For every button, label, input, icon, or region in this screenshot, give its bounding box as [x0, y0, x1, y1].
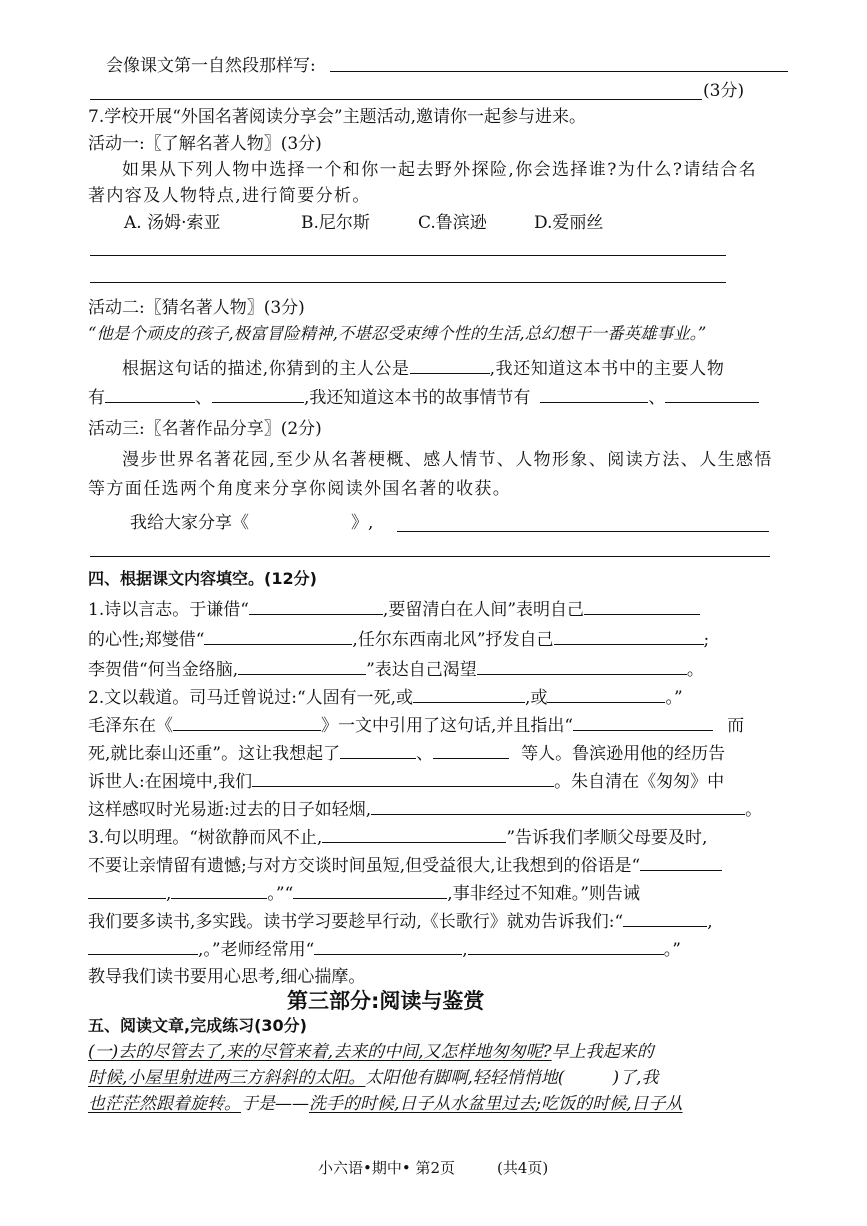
option-c: C.鲁滨逊 [418, 213, 487, 233]
blank[interactable] [623, 910, 707, 927]
blank[interactable] [640, 854, 722, 871]
text: 于是—— [241, 1094, 309, 1114]
blank[interactable] [322, 826, 506, 843]
text: , [462, 940, 468, 960]
blank[interactable] [249, 598, 383, 615]
blank[interactable] [252, 770, 554, 787]
text: 诉世人:在困境中,我们 [88, 772, 253, 792]
activity-1-text: 如果从下列人物中选择一个和你一起去野外探险,你会选择谁?为什么?请结合名 [122, 160, 758, 180]
text: 我们要多读书,多实践。读书学习要趁早行动,《长歌行》就劝告诉我们:“ [88, 912, 624, 932]
blank[interactable] [477, 658, 687, 675]
blank[interactable] [433, 742, 509, 759]
text: )了,我 [612, 1068, 659, 1088]
text: 我给大家分享《 [130, 513, 249, 533]
text: ”告诉我们孝顺父母要及时, [506, 828, 708, 848]
text: 。”老师经常用“ [203, 940, 315, 960]
text: 》一文中引用了这句话,并且指出“ [321, 716, 574, 736]
text: 。 [745, 800, 763, 820]
reading-passage [88, 1067, 659, 1089]
text: ,我还知道这本书中的主要人物 [489, 359, 725, 379]
text: ,任尔东西南北风”抒发自己 [352, 630, 554, 650]
answer-line[interactable] [90, 99, 702, 100]
blank[interactable] [238, 658, 366, 675]
text: 。朱自清在《匆匆》中 [554, 772, 725, 792]
text: 不要让亲情留有遗憾;与对方交谈时间虽短,但受益很大,让我想到的俗语是“ [88, 856, 641, 876]
blank[interactable] [314, 938, 462, 955]
text: 而 [727, 716, 745, 736]
fill-line [88, 742, 725, 765]
text: ,要留清白在人间”表明自己 [382, 600, 585, 620]
blank[interactable] [212, 386, 304, 403]
blank[interactable] [547, 686, 665, 703]
text: 的心性;郑燮借“ [88, 630, 205, 650]
text: 这样感叹时光易逝:过去的日子如轻烟, [88, 800, 372, 820]
option-d: D.爱丽丝 [534, 213, 604, 233]
text: 根据这句话的描述,你猜到的主人公是 [122, 359, 410, 379]
underlined-text: 也茫茫然跟着旋转。 [88, 1094, 241, 1114]
answer-line[interactable] [90, 255, 726, 256]
text: ,或 [525, 688, 548, 708]
blank[interactable] [554, 628, 704, 645]
book-title-blank[interactable] [249, 512, 351, 528]
fill-line [88, 826, 707, 849]
text: 有 [88, 388, 105, 408]
text: , [198, 940, 204, 960]
text: 太阳他有脚啊,轻轻悄悄地( [365, 1068, 565, 1088]
activity-3-text: 漫步世界名著花园,至少从名著梗概、感人情节、人物形象、阅读方法、人生感悟 [122, 450, 773, 470]
text: 。 [686, 660, 704, 680]
fill-line [88, 770, 724, 793]
part-3-title: 第三部分:阅读与鉴赏 [287, 989, 485, 1013]
fill-line [88, 598, 700, 621]
text: 。” [665, 688, 683, 708]
option-b: B.尼尔斯 [301, 213, 370, 233]
page-footer: 小六语•期中• 第2页 [318, 1159, 456, 1177]
activity-2-quote: “他是个顽皮的孩子,极富冒险精神,不堪忍受束缚个性的生活,总幻想干一番英雄事业。” [88, 324, 707, 343]
underlined-text: 时候,小屋里射进两三方斜斜的太阳。 [88, 1068, 366, 1088]
text: 、 [195, 388, 212, 408]
text: 。” [663, 940, 681, 960]
text: 》, [351, 513, 374, 533]
activity-2-line [88, 386, 759, 409]
answer-line[interactable] [330, 71, 788, 72]
answer-line[interactable] [90, 556, 770, 557]
activity-2-line [122, 357, 724, 380]
text: 等人。鲁滨逊用他的经历告 [521, 744, 726, 764]
activity-3-share [130, 512, 373, 534]
fill-line [88, 910, 713, 933]
activity-2-title: 活动二:〖猜名著人物〗(3分) [88, 298, 305, 318]
text: ,事非经过不知难。”则告诫 [447, 884, 640, 904]
page-total: (共4页) [497, 1159, 549, 1177]
blank[interactable] [171, 882, 267, 899]
fill-line [88, 714, 744, 737]
section-5-title: 五、阅读文章,完成练习(30分) [88, 1016, 307, 1035]
text: 毛泽东在《 [88, 716, 173, 736]
text: 1.诗以言志。于谦借“ [88, 600, 249, 620]
activity-1-text: 著内容及人物特点,进行简要分析。 [88, 186, 371, 206]
blank[interactable] [173, 714, 321, 731]
score-label: (3分) [703, 81, 745, 101]
text: , [166, 884, 172, 904]
blank[interactable] [204, 628, 352, 645]
text: ,我还知道这本书的故事情节有 [304, 388, 531, 408]
question-7-intro: 7.学校开展“外国名著阅读分享会”主题活动,邀请你一起参与进来。 [88, 107, 587, 127]
fill-line [88, 658, 704, 681]
fill-line [88, 938, 681, 961]
fill-line [88, 686, 683, 709]
reading-passage [88, 1041, 654, 1063]
answer-prompt: 会像课文第一自然段那样写: [106, 56, 316, 76]
blank[interactable] [88, 882, 166, 899]
blank[interactable] [540, 386, 648, 403]
text: 。”“ [267, 884, 294, 904]
fill-line [88, 628, 709, 651]
blank[interactable] [105, 386, 195, 403]
text: 死,就比泰山还重”。这让我想起了 [88, 744, 341, 764]
fill-line [88, 798, 762, 821]
blank[interactable] [88, 938, 198, 955]
section-4-title: 四、根据课文内容填空。(12分) [88, 569, 317, 588]
text: 2.文以载道。司马迁曾说过:“人固有一死,或 [88, 688, 414, 708]
text: 、 [648, 388, 666, 408]
blank[interactable] [371, 798, 745, 815]
text: ”表达自己渴望 [366, 660, 477, 680]
blank[interactable] [573, 714, 713, 731]
underlined-text: 洗手的时候,日子从水盆里过去;吃饭的时候,日子从 [309, 1094, 683, 1114]
activity-1-title: 活动一:〖了解名著人物〗(3分) [88, 134, 322, 154]
fill-line [88, 882, 640, 905]
blank[interactable] [468, 938, 664, 955]
fill-line [88, 854, 722, 877]
blank[interactable] [665, 386, 759, 403]
fill-line: 教导我们读书要用心思考,细心揣摩。 [88, 967, 366, 987]
text: , [707, 912, 713, 932]
blank[interactable] [410, 357, 490, 374]
activity-3-title: 活动三:〖名著作品分享〗(2分) [88, 419, 322, 439]
reading-passage [88, 1093, 683, 1115]
activity-3-text: 等方面任选两个角度来分享你阅读外国名著的收获。 [88, 479, 512, 499]
text: 李贺借“何当金络脑, [88, 660, 239, 680]
blank[interactable] [413, 686, 525, 703]
text: 早上我起来的 [551, 1042, 654, 1062]
text: 3.句以明理。“树欲静而风不止, [88, 828, 323, 848]
blank[interactable] [340, 742, 416, 759]
underlined-text: (一)去的尽管去了,来的尽管来着,去来的中间,又怎样地匆匆呢? [88, 1042, 552, 1062]
text: ; [703, 630, 710, 650]
blank[interactable] [584, 598, 700, 615]
option-a: A. 汤姆·索亚 [124, 213, 221, 233]
text: 、 [416, 744, 434, 764]
blank[interactable] [293, 882, 447, 899]
answer-line[interactable] [90, 282, 726, 283]
answer-line[interactable] [397, 531, 769, 532]
